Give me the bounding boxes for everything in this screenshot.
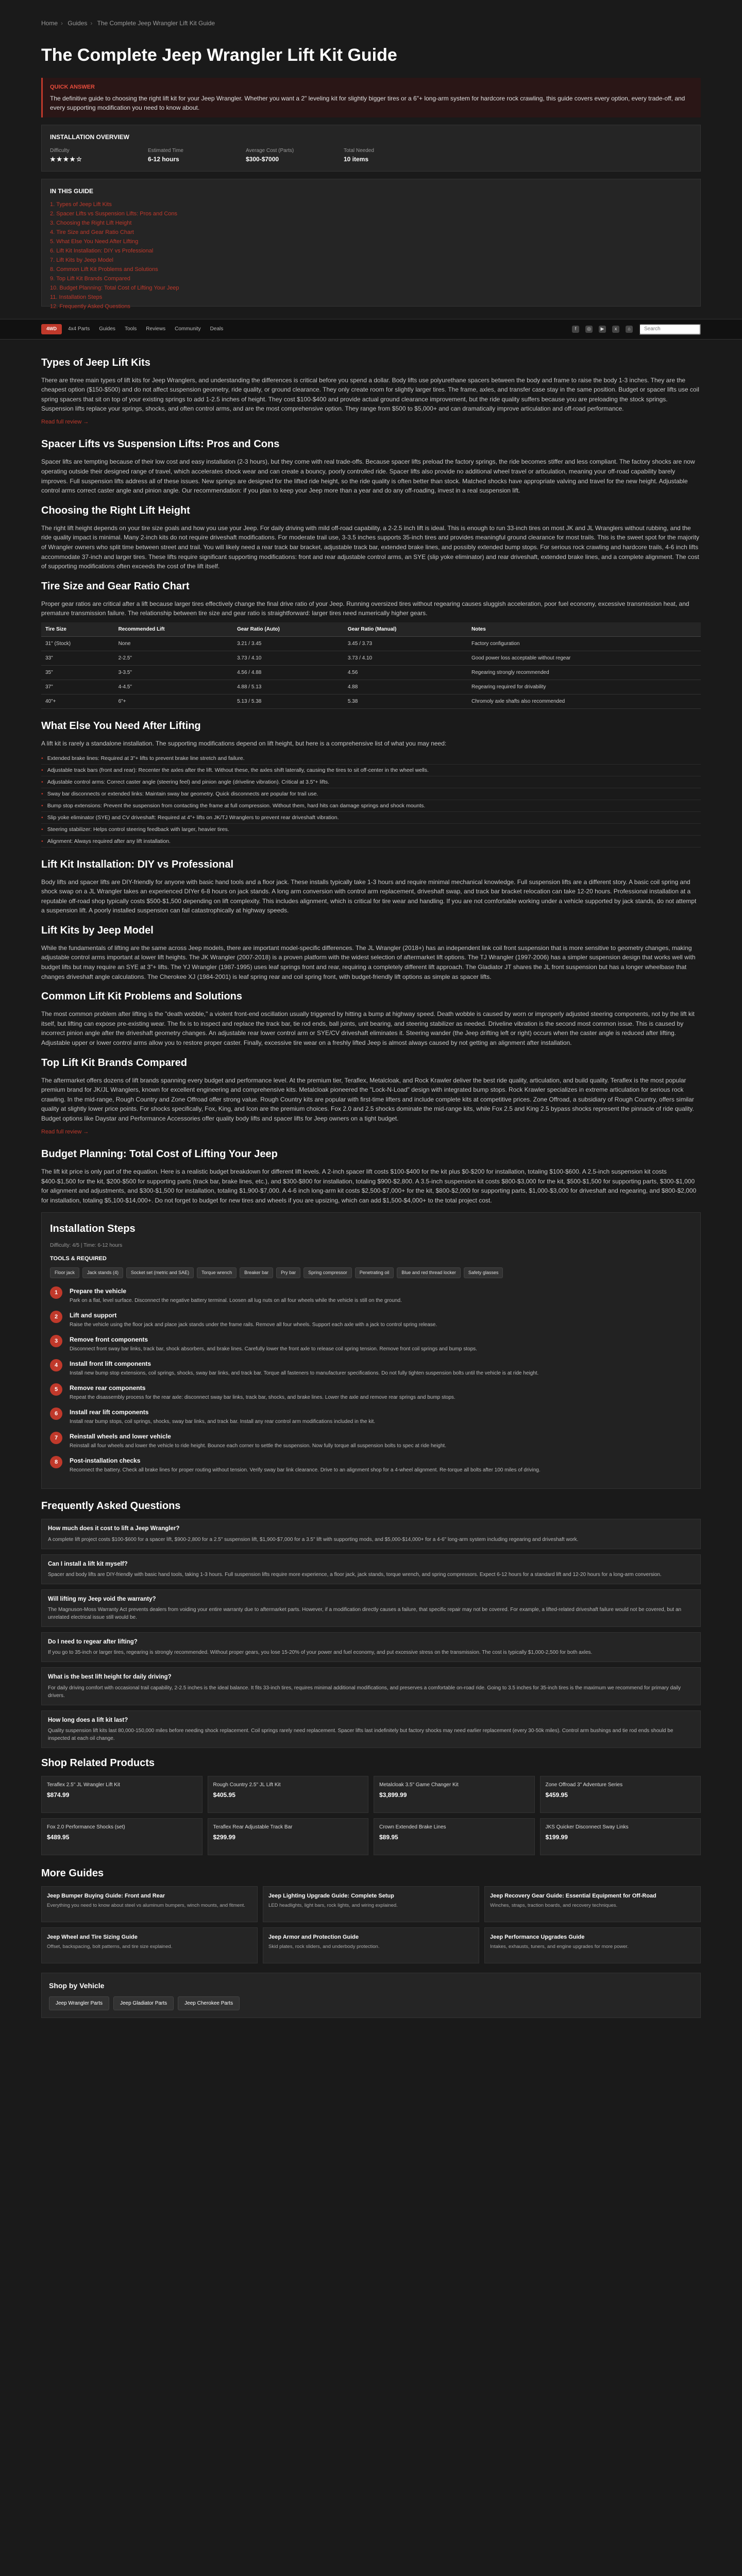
step-desc: Repeat the disassembly process for the rear axle: disconnect sway bar links, track bar, shocks, and brake lines. Lower the axle and remove rear springs and bump stops. (70, 1395, 456, 1401)
quick-answer-text: The definitive guide to choosing the right lift kit for your Jeep Wrangler. Whether you want a 2" leveling kit for slightly bigger tires or a 6"+ long-arm system for hardcore rock crawling, this guide covers every option, every trade-off, and every supporting modification you need to know about. (50, 94, 685, 111)
guide-title[interactable]: Jeep Armor and Protection Guide (268, 1934, 359, 1940)
vehicle-button[interactable]: Jeep Cherokee Parts (178, 1996, 240, 2010)
guide-desc: Intakes, exhausts, tuners, and engine upgrades for more power. (490, 1944, 629, 1950)
faq-question[interactable]: Do I need to regear after lifting? (48, 1639, 138, 1646)
toc-link[interactable]: Choosing the Right Lift Height (56, 219, 132, 226)
hero (0, 0, 742, 319)
faq-answer: Quality suspension lift kits last 80,000-150,000 miles before needing shock replacement. Coil springs rarely need replacement. Spacer lifts last indefinitely but factory shocks may need earlier replacement (every 30-50k miles). Control arm bushings and tie rod ends should be inspected at each oil change. (48, 1727, 673, 1741)
nav-link[interactable]: Tools (124, 326, 137, 332)
breadcrumb-guides[interactable]: Guides (68, 20, 88, 27)
toc-link[interactable]: What Else You Need After Lifting (56, 238, 139, 245)
table-header: Recommended Lift (114, 622, 233, 637)
guide-desc: Winches, straps, traction boards, and recovery techniques. (490, 1903, 618, 1909)
table-cell: 3.73 / 4.10 (344, 651, 467, 665)
tool-tag: Breaker bar (240, 1267, 273, 1279)
product-title[interactable]: Rough Country 2.5" JL Lift Kit (213, 1782, 281, 1788)
section-heading: Common Lift Kit Problems and Solutions (41, 991, 242, 1003)
toc-item[interactable] (50, 200, 692, 209)
installation-overview (41, 125, 701, 172)
tool-tag: Pry bar (276, 1267, 300, 1279)
nav-link[interactable]: Reviews (146, 326, 166, 332)
guide-title[interactable]: Jeep Recovery Gear Guide: Essential Equipment for Off-Road (490, 1892, 656, 1899)
faq-item[interactable] (41, 1710, 701, 1748)
table-cell: 3.21 / 3.45 (233, 636, 344, 651)
toc-item[interactable] (50, 293, 692, 302)
step-number: 3 (50, 1335, 62, 1347)
nav-link[interactable]: Deals (210, 326, 224, 332)
section-body: The lift kit price is only part of the equation. Here is a realistic budget breakdown for different lift levels. A 2-inch spacer lift costs $100-$400 for the kit plus $0-$200 for installation, totaling $100-$600. A 2.5-inch suspension kit costs $400-$1,500 for the kit, $200-$500 for supporting parts (track bar, brake lines, etc.), and $300-$800 for installation, totaling $900-$2,800. A 3.5-inch suspension kit costs $800-$3,000 for the kit, $500-$1,500 for supporting parts, $300-$1,000 for alignment and adjustments, and $300-$1,500 for installation, totaling $1,900-$7,000. A 4-6 inch long-arm kit costs $2,500-$7,000+ for the kit, $800-$2,000 for supporting parts, $1,000-$3,000 for driveshaft and regearing, and $800-$2,000 for installation, totaling $5,100-$14,000+. Do not forget to budget for new tires and wheels if you are upsizing, which can add $1,500-$4,000+ to the total project cost. (41, 1168, 697, 1204)
table-header: Gear Ratio (Auto) (233, 622, 344, 637)
nav-links (68, 325, 223, 333)
faq-item[interactable] (41, 1667, 701, 1705)
step-item (50, 1383, 692, 1401)
overview-value: 6-12 hours (148, 155, 179, 163)
toc-link[interactable]: Installation Steps (59, 294, 103, 300)
product-price: $489.95 (47, 1834, 70, 1841)
list-item: • Extended brake lines: Required at 3"+ lifts to prevent brake line stretch and failure. (41, 753, 701, 765)
step-item (50, 1335, 692, 1353)
guide-card[interactable] (484, 1886, 701, 1922)
table-cell: 3-3.5" (114, 665, 233, 680)
product-card[interactable] (374, 1818, 535, 1855)
table-cell: 40"+ (41, 694, 114, 708)
faq-question[interactable]: How much does it cost to lift a Jeep Wrangler? (48, 1526, 180, 1532)
section-body: A lift kit is rarely a standalone installation. The supporting modifications depend on lift height, but here is a comprehensive list of what you may need: (41, 739, 447, 747)
breadcrumb-home[interactable]: Home (41, 20, 58, 27)
table-header: Gear Ratio (Manual) (344, 622, 467, 637)
product-price: $874.99 (47, 1791, 70, 1799)
step-desc: Install rear bump stops, coil springs, shocks, sway bar links, and track bar. Install any rear control arm modifications included in the kit. (70, 1419, 376, 1425)
list-item: • Steering stabilizer: Helps control steering feedback with larger, heavier tires. (41, 824, 701, 836)
section-body: Proper gear ratios are critical after a lift because larger tires effectively change the final drive ratio of your Jeep. Running oversized tires without regearing causes sluggish acceleration, poor fuel economy, excessive transmission heat, and premature transmission failure. The relationship between tire size and gear ratio is straightforward: larger tires need numerically higher gears. (41, 600, 689, 617)
section-body: The aftermarket offers dozens of lift brands spanning every budget and performance level. At the premium tier, Teraflex, Metalcloak, and Rock Krawler deliver the best ride quality, articulation, and build quality. Teraflex is the most popular premium brand for JK/JL Wranglers, known for excellent engineering and comprehensive kits. Metalcloak pioneered the "Lock-N-Load" design with integrated bump stops. Rock Krawler specializes in extreme articulation for serious rock crawling. In the mid-range, Rough Country and Zone Offroad offer strong value. Rough Country kits are popular with first-time lifters and include complete kits at competitive prices. Zone Offroad, a subsidiary of Rough Country, offers similar quality at slightly lower price points. For shocks specifically, Fox, King, and Icon are the premium choices. Fox 2.0 and 2.5 shocks dominate the mid-range kits, while Fox 2.5 and King 2.5 bypass shocks represent the pinnacle of ride quality. Budget options like Daystar and Performance Accessories offer quality body lifts and spacer lifts for Jeep owners on a tight budget. (41, 1076, 694, 1122)
overview-value: 10 items (344, 155, 369, 163)
product-price: $405.95 (213, 1791, 235, 1799)
step-number: 6 (50, 1408, 62, 1420)
overview-items (344, 147, 426, 164)
table-cell: Factory configuration (467, 636, 701, 651)
facebook-icon[interactable]: f (572, 326, 579, 333)
breadcrumb-current: The Complete Jeep Wrangler Lift Kit Guide (97, 20, 215, 27)
vehicle-heading: Shop by Vehicle (49, 1981, 105, 1990)
section-heading: Lift Kits by Jeep Model (41, 924, 154, 936)
table-row (41, 665, 701, 680)
section-body: The most common problem after lifting is the "death wobble," a violent front-end oscillation usually triggered by hitting a bump at highway speed. Death wobble is caused by worn or improperly adjusted steering components, not by the lift kit itself, but lifting can expose pre-existing wear. The fix is to inspect and replace the track bar, tie rod ends, ball joints, unit bearing, and steering stabilizer as needed. Driveline vibration is the second most common issue. This is caused by incorrect pinion angle after the driveshaft geometry changes. An adjustable rear lower control arm or SYE/CV driveshaft eliminates it. Steering wander (the Jeep drifting left or right) occurs when the caster angle is reduced after lifting. Adjustable upper or lower control arms allow you to restore proper caster. Finally, excessive tire wear on a freshly lifted Jeep is almost always caused by not getting an alignment after installation. (41, 1010, 695, 1047)
overview-label: Average Cost (Parts) (246, 147, 294, 154)
product-price: $199.99 (545, 1834, 568, 1841)
quick-answer (41, 78, 701, 117)
list-item: • Alignment: Always required after any lift installation. (41, 836, 701, 848)
table-cell: Regearing strongly recommended (467, 665, 701, 680)
product-title[interactable]: Teraflex 2.5" JL Wrangler Lift Kit (47, 1782, 120, 1788)
step-desc: Park on a flat, level surface. Disconnect the negative battery terminal. Loosen all lug nuts on all four wheels while the vehicle is still on the ground. (70, 1298, 402, 1304)
supporting-mods-list (41, 753, 701, 848)
difficulty-stars: ★★★★☆ (50, 155, 83, 163)
step-desc: Install new bump stop extensions, coil springs, shocks, sway bar links, and track bar. Torque all fasteners to manufacturer specifications. Do not fully tighten suspension bolts until the vehicle is at ride height. (70, 1370, 539, 1377)
table-cell: None (114, 636, 233, 651)
toc-item[interactable] (50, 256, 692, 265)
step-number: 1 (50, 1286, 62, 1299)
tool-tag: Torque wrench (197, 1267, 237, 1279)
table-cell: 4.88 / 5.13 (233, 680, 344, 694)
guide-card[interactable] (41, 1927, 258, 1963)
quick-answer-label: QUICK ANSWER (50, 84, 95, 90)
product-title[interactable]: JKS Quicker Disconnect Sway Links (545, 1824, 629, 1830)
overview-value: $300-$7000 (246, 155, 279, 163)
faq-answer: For daily driving comfort with occasional trail capability, 2-2.5 inches is the ideal balance. It fits 33-inch tires, requires minimal additional modifications, and preserves a comfortable on-road ride. Going to 3.5 inches for 35-inch tires is the maximum we recommend for primary daily drivers. (48, 1685, 681, 1699)
table-cell: 5.13 / 5.38 (233, 694, 344, 708)
section-heading: Tire Size and Gear Ratio Chart (41, 580, 190, 592)
product-price: $299.99 (213, 1834, 235, 1841)
step-number: 5 (50, 1383, 62, 1396)
step-title: Lift and support (70, 1312, 117, 1319)
list-item: • Bump stop extensions: Prevent the suspension from contacting the frame at full compression. Without them, hard hits can damage springs and shock mounts. (41, 800, 701, 812)
step-title: Prepare the vehicle (70, 1287, 127, 1295)
table-cell: 37" (41, 680, 114, 694)
step-title: Post-installation checks (70, 1457, 141, 1465)
faq-item[interactable] (41, 1632, 701, 1662)
section-heading: Choosing the Right Lift Height (41, 504, 190, 516)
step-title: Install front lift components (70, 1360, 151, 1368)
product-title[interactable]: Teraflex Rear Adjustable Track Bar (213, 1824, 293, 1830)
guide-title[interactable]: Jeep Bumper Buying Guide: Front and Rear (47, 1892, 165, 1899)
overview-label: Difficulty (50, 147, 70, 154)
product-card[interactable] (540, 1818, 701, 1855)
step-desc: Reinstall all four wheels and lower the vehicle to ride height. Bounce each corner to settle the suspension. Now fully torque all suspension bolts to spec at ride height. (70, 1443, 446, 1449)
overview-cost (246, 147, 328, 164)
vehicle-button[interactable]: Jeep Gladiator Parts (113, 1996, 174, 2010)
list-item: • Adjustable track bars (front and rear): Recenter the axles after the lift. Without these, the axles shift laterally, causing the tires to sit off-center in the wheel wells. (41, 765, 701, 776)
youtube-icon[interactable]: ▶ (599, 326, 606, 333)
tool-tag: Safety glasses (464, 1267, 503, 1279)
read-more-link[interactable]: Read full review → (41, 1128, 89, 1135)
table-cell: 4.56 / 4.88 (233, 665, 344, 680)
table-header: Tire Size (41, 622, 114, 637)
guide-title[interactable]: Jeep Wheel and Tire Sizing Guide (47, 1934, 138, 1940)
toc-item[interactable] (50, 246, 692, 256)
toc-item[interactable] (50, 237, 692, 246)
toc-link[interactable]: Common Lift Kit Problems and Solutions (56, 266, 158, 273)
section-body: Body lifts and spacer lifts are DIY-friendly for anyone with basic hand tools and a floor jack. These installs typically take 1-3 hours and require minimal mechanical knowledge. Full suspension lifts are a different story. A basic coil spring and shock swap on a JL Wrangler takes an experienced DIYer 6-8 hours on jack stands. A long arm conversion with control arm replacement, driveshaft swap, and track bar bracket relocation can take 12-20 hours. Professional installation at a reputable off-road shop typically costs $500-$1,500 depending on lift complexity. This includes alignment, which is critical for tire wear and handling. If you are not comfortable working under a vehicle supported by jack stands, do not attempt a suspension lift. A poorly installed suspension can fail catastrophically at highway speeds. (41, 878, 697, 914)
step-desc: Disconnect front sway bar links, track bar, shock absorbers, and brake lines. Carefully lower the front axle to release coil spring tension. Remove front coil springs and bump stops. (70, 1346, 477, 1352)
cart-icon[interactable]: ⌂ (626, 326, 633, 333)
toc-item[interactable] (50, 274, 692, 283)
steps-heading: Installation Steps (50, 1223, 136, 1235)
step-desc: Raise the vehicle using the floor jack and place jack stands under the frame rails. Remove all four wheels. Support each axle with a jack to control spring release. (70, 1322, 437, 1328)
table-cell: 3.73 / 4.10 (233, 651, 344, 665)
table-row (41, 651, 701, 665)
step-title: Install rear lift components (70, 1409, 149, 1416)
toc-link[interactable]: Budget Planning: Total Cost of Lifting Your Jeep (59, 284, 179, 291)
table-cell: 5.38 (344, 694, 467, 708)
tool-tag: Floor jack (50, 1267, 79, 1279)
faq-question[interactable]: Can I install a lift kit myself? (48, 1561, 128, 1567)
guide-card[interactable] (263, 1927, 479, 1963)
table-row (41, 636, 701, 651)
guide-card[interactable] (263, 1886, 479, 1922)
step-number: 8 (50, 1456, 62, 1468)
faq-answer: The Magnuson-Moss Warranty Act prevents dealers from voiding your entire warranty due to aftermarket parts. However, if a modification directly causes a failure, that specific repair may not be covered. For example, a lifted-related driveshaft failure would not be covered, but an unrelated electrical issue still would be. (48, 1607, 682, 1621)
step-title: Reinstall wheels and lower vehicle (70, 1433, 171, 1440)
toc-item[interactable] (50, 265, 692, 274)
toc-link[interactable]: Tire Size and Gear Ratio Chart (56, 229, 134, 235)
read-more-link[interactable]: Read full review → (41, 418, 89, 425)
step-item (50, 1432, 692, 1450)
section-heading: Lift Kit Installation: DIY vs Professional (41, 858, 234, 870)
toc-item[interactable] (50, 283, 692, 293)
step-number: 2 (50, 1311, 62, 1323)
product-card[interactable] (208, 1818, 369, 1855)
search-input[interactable] (639, 324, 701, 335)
step-title: Remove rear components (70, 1384, 146, 1392)
section-body: There are three main types of lift kits for Jeep Wranglers, and understanding the differences is critical before you spend a dollar. Body lifts use polyurethane spacers between the body and frame to raise the body 1-3 inches. They are the cheapest option ($150-$500) and do not affect suspension geometry, ride quality, or ground clearance. They only create room for slightly larger tires. The frame, axles, and transfer case stay in the same position. Budget or spacer lifts use coil spring spacers that sit on top of your existing springs to add 1-2.5 inches of height. They cost $100-$400 and provide actual ground clearance improvement, but the ride quality suffers because you are preloading the stock springs. Suspension lifts replace your springs, shocks, and often control arms, and are the most comprehensive option. They range from $500 to $5,000+ and can dramatically improve articulation and off-road performance. (41, 376, 699, 413)
product-card[interactable] (540, 1776, 701, 1813)
table-of-contents (41, 179, 701, 310)
nav-link[interactable]: Community (175, 326, 201, 332)
product-title[interactable]: Crown Extended Brake Lines (379, 1824, 446, 1830)
toc-title: IN THIS GUIDE (50, 187, 94, 195)
gear-ratio-table (41, 622, 701, 709)
section-heading: Spacer Lifts vs Suspension Lifts: Pros and Cons (41, 438, 280, 450)
table-row (41, 694, 701, 708)
list-item: • Sway bar disconnects or extended links: Maintain sway bar geometry. Quick disconnects are popular for trail use. (41, 788, 701, 800)
twitter-icon[interactable]: x (612, 326, 619, 333)
guide-desc: Skid plates, rock sliders, and underbody protection. (268, 1944, 380, 1950)
toc-link[interactable]: Frequently Asked Questions (59, 303, 130, 310)
guide-card[interactable] (41, 1886, 258, 1922)
step-number: 4 (50, 1359, 62, 1371)
overview-difficulty (50, 147, 132, 164)
step-item (50, 1311, 692, 1329)
step-number: 7 (50, 1432, 62, 1444)
guide-desc: Everything you need to know about steel vs aluminum bumpers, winch mounts, and fitment. (47, 1903, 245, 1909)
step-title: Remove front components (70, 1336, 148, 1344)
table-cell: 35" (41, 665, 114, 680)
toc-link[interactable]: Lift Kit Installation: DIY vs Professional (56, 247, 154, 254)
toc-item[interactable] (50, 218, 692, 228)
steps-meta: Difficulty: 4/5 | Time: 6-12 hours (50, 1243, 123, 1249)
table-cell: 6"+ (114, 694, 233, 708)
toc-item[interactable] (50, 302, 692, 311)
step-item (50, 1286, 692, 1304)
section-heading: Top Lift Kit Brands Compared (41, 1057, 187, 1069)
table-cell: 3.45 / 3.73 (344, 636, 467, 651)
product-price: $459.95 (545, 1791, 568, 1799)
section-heading: Types of Jeep Lift Kits (41, 357, 150, 368)
faq-question[interactable]: How long does a lift kit last? (48, 1717, 128, 1723)
step-item (50, 1359, 692, 1377)
faq-answer: Spacer and body lifts are DIY-friendly with basic hand tools, taking 1-3 hours. Full suspension lifts require more experience, a floor jack, jack stands, torque wrench, and spring compressors. Expect 6-12 hours for a standard lift and 12-20 hours for a long-arm conversion. (48, 1571, 662, 1578)
vehicle-button[interactable]: Jeep Wrangler Parts (49, 1996, 109, 2010)
toc-link[interactable]: Lift Kits by Jeep Model (56, 257, 113, 263)
table-header: Notes (467, 622, 701, 637)
overview-label: Total Needed (344, 147, 374, 154)
toc-link[interactable]: Types of Jeep Lift Kits (56, 201, 112, 208)
table-cell: 4.88 (344, 680, 467, 694)
step-item (50, 1408, 692, 1426)
guide-desc: Offset, backspacing, bolt patterns, and tire size explained. (47, 1944, 173, 1950)
product-card[interactable] (374, 1776, 535, 1813)
guides-heading: More Guides (41, 1867, 104, 1879)
product-card[interactable] (41, 1776, 203, 1813)
faq-heading: Frequently Asked Questions (41, 1500, 181, 1512)
list-item: • Slip yoke eliminator (SYE) and CV driveshaft: Required at 4"+ lifts on JK/TJ Wranglers to prevent rear driveshaft vibration. (41, 812, 701, 824)
section-body: Spacer lifts are tempting because of their low cost and easy installation (2-3 hours), but they come with real trade-offs. Because spacer lifts preload the factory springs, the ride becomes stiffer and less compliant. The factory shocks are now operating outside their designed range of travel, which accelerates shock wear and can create a bouncy, poorly controlled ride. Spacer lifts also provide no additional wheel travel or articulation, meaning your off-road capability barely improves. Full suspension lifts address all of these issues. New springs are designed for the lifted ride height, so the ride quality is often better than stock. Matched shocks have appropriate valving and travel for the new height. Adjustable control arms correct caster angle and pinion angle. Our recommendation: if you plan to keep your Jeep more than a year and do any off-roading, invest in a real suspension lift. (41, 458, 695, 495)
toc-link[interactable]: Spacer Lifts vs Suspension Lifts: Pros and Cons (56, 210, 178, 217)
nav-link[interactable]: 4x4 Parts (68, 326, 90, 332)
overview-label: Estimated Time (148, 147, 183, 154)
page-title: The Complete Jeep Wrangler Lift Kit Guide (41, 45, 397, 65)
table-cell: 33" (41, 651, 114, 665)
table-cell: 4.56 (344, 665, 467, 680)
product-card[interactable] (41, 1818, 203, 1855)
table-cell: Good power loss acceptable without regear (467, 651, 701, 665)
installation-steps (41, 1212, 701, 1489)
table-row (41, 680, 701, 694)
guide-title[interactable]: Jeep Lighting Upgrade Guide: Complete Setup (268, 1892, 394, 1899)
guide-grid (41, 1886, 701, 1963)
section-body: While the fundamentals of lifting are the same across Jeep models, there are important model-specific differences. The JL Wrangler (2018+) has an independent link coil front suspension that is more sensitive to geometry changes, making adjustable control arms important at lower lift heights. The JK Wrangler (2007-2018) is a proven platform with the widest selection of aftermarket lift options. The TJ Wrangler (1997-2006) has a simpler suspension design that works well with budget lifts but may require an SYE at 3"+ lifts. The YJ Wrangler (1987-1995) uses leaf springs front and rear, requiring a completely different lift approach. The Gladiator JT shares the JL front suspension but has a longer wheelbase that changes driveshaft angle calculations. The Cherokee XJ (1984-2001) is leaf spring rear and coil spring front, with budget-friendly lift options as simple as spacer lifts. (41, 944, 696, 980)
instagram-icon[interactable]: ◎ (585, 326, 593, 333)
main-content (0, 340, 742, 2018)
faq-question[interactable]: What is the best lift height for daily driving? (48, 1674, 172, 1681)
product-title[interactable]: Zone Offroad 3" Adventure Series (545, 1782, 623, 1788)
product-price: $3,899.99 (379, 1791, 407, 1799)
overview-time (148, 147, 230, 164)
tools-heading: TOOLS & REQUIRED (50, 1256, 107, 1262)
table-cell: 4-4.5" (114, 680, 233, 694)
toc-item[interactable] (50, 209, 692, 218)
section-heading: Budget Planning: Total Cost of Lifting Your Jeep (41, 1148, 278, 1160)
faq-item[interactable] (41, 1554, 701, 1584)
toc-link[interactable]: Top Lift Kit Brands Compared (56, 275, 130, 282)
tool-tag: Blue and red thread locker (397, 1267, 461, 1279)
tool-tag: Spring compressor (303, 1267, 352, 1279)
overview-title: INSTALLATION OVERVIEW (50, 133, 130, 141)
step-desc: Reconnect the battery. Check all brake lines for proper routing without tension. Verify sway bar link clearance. Drive to an alignment shop for a 4-wheel alignment. Re-torque all bolts after 100 miles of driving. (70, 1467, 541, 1473)
tools-list (50, 1267, 692, 1279)
faq-item[interactable] (41, 1589, 701, 1627)
faq-answer: If you go to 35-inch or larger tires, regearing is strongly recommended. Without proper gears, you lose 15-20% of your power and fuel economy, and put excessive stress on the transmission. The cost is typically $1,000-2,500 for both axles. (48, 1650, 593, 1656)
section-heading: What Else You Need After Lifting (41, 720, 201, 732)
faq-item[interactable] (41, 1519, 701, 1549)
guide-card[interactable] (484, 1927, 701, 1963)
tool-tag: Jack stands (4) (82, 1267, 123, 1279)
products-heading: Shop Related Products (41, 1757, 155, 1769)
nav-link[interactable]: Guides (99, 326, 115, 332)
tool-tag: Socket set (metric and SAE) (126, 1267, 194, 1279)
faq-question[interactable]: Will lifting my Jeep void the warranty? (48, 1596, 156, 1602)
table-cell: 2-2.5" (114, 651, 233, 665)
product-price: $89.95 (379, 1834, 398, 1841)
site-navbar (0, 319, 742, 340)
shop-by-vehicle (41, 1973, 701, 2018)
product-title[interactable]: Fox 2.0 Performance Shocks (set) (47, 1824, 125, 1830)
breadcrumb: Home › Guides › The Complete Jeep Wrangler Lift Kit Guide (41, 20, 215, 27)
faq-answer: A complete lift project costs $100-$600 for a spacer lift, $900-2,800 for a 2.5" suspension lift, $1,900-$7,000 for a 3.5" lift with supporting mods, and $5,000-$14,000+ for a 4-6" long-arm system including regearing and driveshaft work. (48, 1536, 579, 1543)
product-card[interactable] (208, 1776, 369, 1813)
table-cell: Regearing required for drivability (467, 680, 701, 694)
list-item: • Adjustable control arms: Correct caster angle (steering feel) and pinion angle (driveline vibration). Critical at 3.5"+ lifts. (41, 776, 701, 788)
guide-desc: LED headlights, light bars, rock lights, and wiring explained. (268, 1903, 398, 1909)
product-grid (41, 1776, 701, 1855)
toc-item[interactable] (50, 228, 692, 237)
step-item (50, 1456, 692, 1474)
table-cell: Chromoly axle shafts also recommended (467, 694, 701, 708)
site-logo[interactable]: 4WD (41, 324, 62, 334)
guide-title[interactable]: Jeep Performance Upgrades Guide (490, 1934, 585, 1940)
section-body: The right lift height depends on your tire size goals and how you use your Jeep. For daily driving with mild off-road capability, a 2-2.5 inch lift is ideal. This is enough to run 33-inch tires on most JK and JL Wranglers without rubbing, and the ride quality impact is minimal. Many 2-inch kits do not require driveshaft modifications. For moderate trail use, 3-3.5 inches supports 35-inch tires and provides meaningful ground clearance for most trails. This is the sweet spot for the majority of Wrangler owners who split time between street and trail. You will likely need a rear track bar bracket, adjustable track bar, extended brake lines, and possibly extended bump stops. For serious rock crawling and hardcore trails, 4-6 inch lifts accommodate 37-inch and larger tires. These lifts require significant supporting modifications: front and rear adjustable control arms, an SYE (slip yoke eliminator) and rear driveshaft, extended brake lines, and a complete alignment. The cost of supporting modifications often exceeds the cost of the lift itself. (41, 524, 700, 570)
tool-tag: Penetrating oil (355, 1267, 394, 1279)
table-cell: 31" (Stock) (41, 636, 114, 651)
product-title[interactable]: Metalcloak 3.5" Game Changer Kit (379, 1782, 459, 1788)
